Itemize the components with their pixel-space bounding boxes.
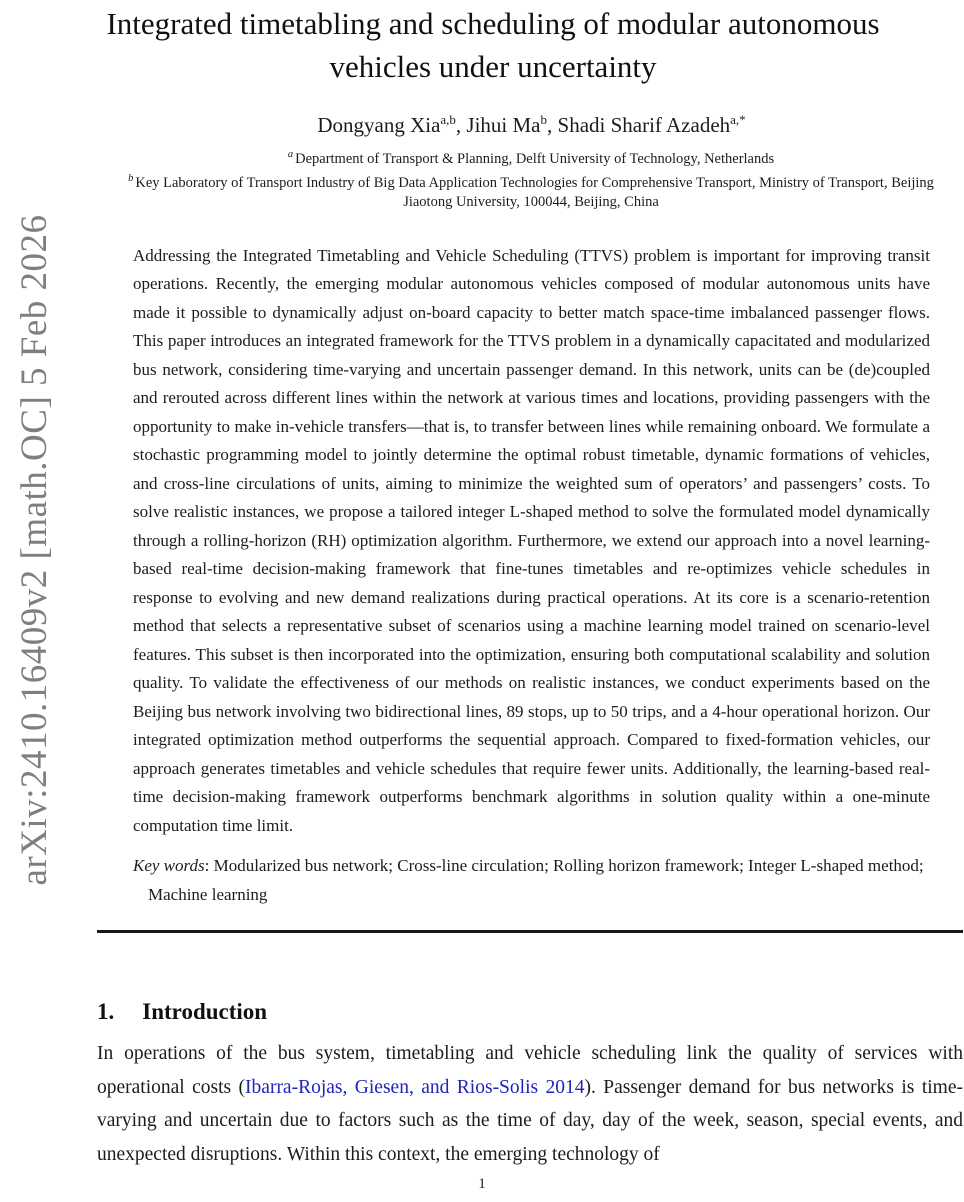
- title-block-divider: [97, 930, 963, 933]
- keywords-text: : Modularized bus network; Cross-line circulation; Rolling horizon framework; Integer L-shaped method; Machine learning: [148, 856, 924, 905]
- section-number: 1.: [97, 999, 115, 1025]
- author-name: Jihui Ma: [466, 113, 541, 137]
- paper-title: Integrated timetabling and scheduling of modular autonomous vehicles under uncertainty: [106, 6, 880, 84]
- affiliation-line: [111, 145, 951, 169]
- citation-link-ibarra-rojas-2014[interactable]: Ibarra-Rojas, Giesen, and Rios-Solis 2014: [245, 1076, 585, 1098]
- affiliation-text: Key Laboratory of Transport Industry of Big Data Application Technologies for Comprehensive Transport, Ministry of Transport, Beijing Jiaotong University, 100044, Beijing, China: [135, 174, 934, 210]
- abstract-paragraph: Addressing the Integrated Timetabling and Vehicle Scheduling (TTVS) problem is important for improving transit operations. Recently, the emerging modular autonomous vehicles composed of modular autonomous units have made it possible to dynamically adjust on-board capacity to better match space-time imbalanced passenger flows. This paper introduces an integrated framework for the TTVS problem in a dynamically capacitated and modularized bus network, considering time-varying and uncertain passenger demand. In this network, units can be (de)coupled and rerouted across different lines within the network at various times and locations, providing passengers with the opportunity to make in-vehicle transfers—that is, to transfer between lines while remaining onboard. We formulate a stochastic programming model to jointly determine the optimal robust timetable, dynamic formations of vehicles, and cross-line circulations of units, aiming to minimize the weighted sum of operators’ and passengers’ costs. To solve realistic instances, we propose a tailored integer L-shaped method to solve the formulated model dynamically through a rolling-horizon (RH) optimization algorithm. Furthermore, we extend our approach into a novel learning-based real-time decision-making framework that fine-tunes timetables and re-optimizes vehicle schedules in response to evolving and new demand realizations during practical operations. At its core is a scenario-retention method that selects a representative subset of scenarios using a machine learning model trained on scenario-level features. This subset is then incorporated into the optimization, ensuring both computational scalability and solution quality. To validate the effectiveness of our methods on realistic instances, we conduct experiments based on the Beijing bus network involving two bidirectional lines, 89 stops, up to 50 trips, and a 4-hour operational horizon. Our integrated optimization method outperforms the sequential approach. Compared to fixed-formation vehicles, our approach generates timetables and vehicle schedules that require fewer units. Additionally, the learning-based real-time decision-making framework outperforms benchmark algorithms in solution quality within a one-minute computation time limit.: [133, 245, 930, 835]
- affiliations-block: [111, 145, 951, 212]
- affiliation-marker: a: [287, 149, 294, 160]
- authors-line: [133, 112, 930, 138]
- affiliation-line: [111, 169, 951, 212]
- keywords-line: [133, 851, 945, 909]
- author-separator: ,: [455, 113, 467, 137]
- arxiv-watermark: arXiv:2410.16409v2 [math.OC] 5 Feb 2026: [14, 214, 55, 886]
- introduction-paragraph: [97, 1037, 963, 1171]
- intro-text-before-citation: In operations of the bus system, timetabling and vehicle scheduling link the quality of services with operational costs (: [97, 1043, 963, 1098]
- author-affil-sup: b: [540, 112, 548, 127]
- section-heading-introduction: [97, 999, 964, 1025]
- author-separator: ,: [547, 113, 558, 137]
- affiliation-marker: b: [128, 172, 134, 184]
- section-title: Introduction: [142, 999, 268, 1025]
- author-name: Shadi Sharif Azadeh: [557, 113, 731, 137]
- affiliation-text: Department of Transport & Planning, Delft University of Technology, Netherlands: [295, 150, 775, 167]
- author-name: Dongyang Xia: [317, 113, 441, 137]
- author-affil-sup: a,b: [440, 112, 456, 127]
- keywords-label: Key words: [133, 856, 205, 876]
- author-affil-sup: a,*: [730, 112, 746, 127]
- intro-text-after-citation: ). Passenger demand for bus networks is time-varying and uncertain due to factors such as the time of day, day of the week, season, special events, and unexpected disruptions. Within this context, the emerging technology of: [97, 1076, 963, 1165]
- page-number: 1: [478, 1176, 486, 1192]
